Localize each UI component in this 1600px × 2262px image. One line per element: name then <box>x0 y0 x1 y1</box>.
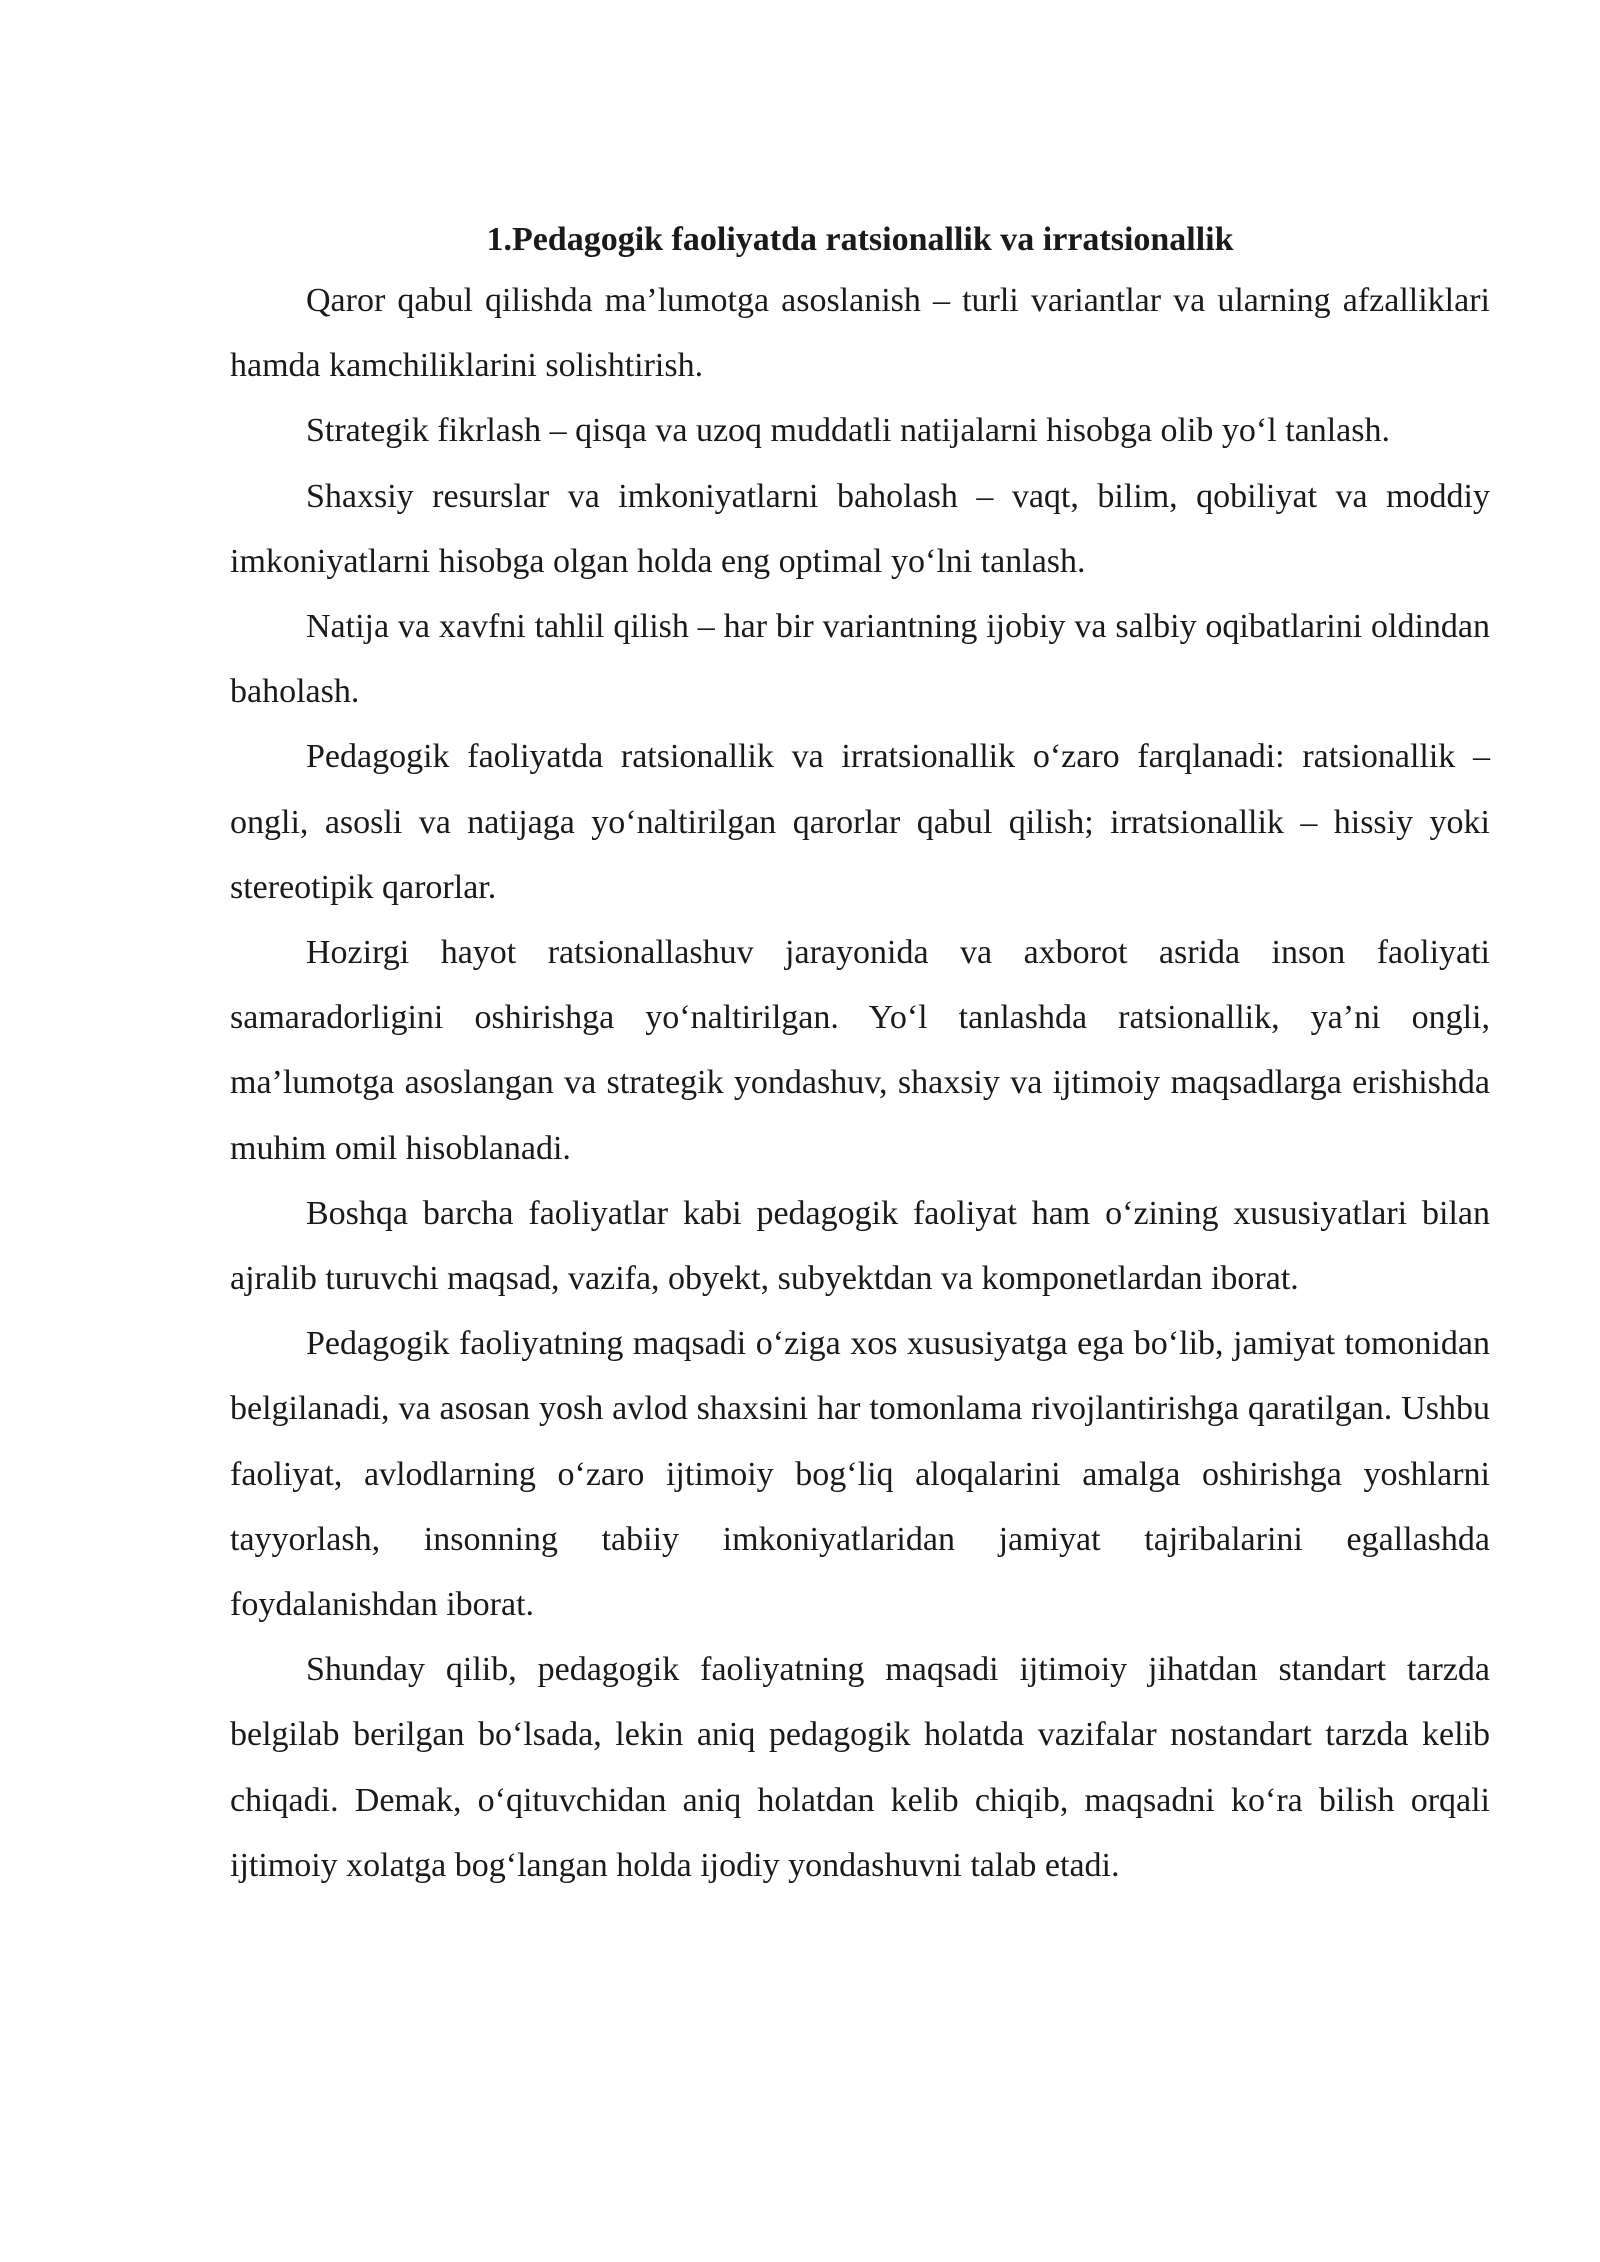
section-title: 1.Pedagogik faoliyatda ratsionallik va irratsionallik <box>486 221 1234 258</box>
paragraph: Shaxsiy resurslar va imkoniyatlarni baholash – vaqt, bilim, qobiliyat va moddiy imkoniyatlarni hisobga olgan holda eng optimal yo‘lni tanlash. <box>230 477 1490 580</box>
paragraph: Pedagogik faoliyatda ratsionallik va irratsionallik o‘zaro farqlanadi: ratsionallik – ongli, asosli va natijaga yo‘naltirilgan qarorlar qabul qilish; irratsionallik – hissiy yoki stereotipik qarorlar. <box>230 738 1490 906</box>
paragraph: Hozirgi hayot ratsionallashuv jarayonida va axborot asrida inson faoliyati samaradorligini oshirishga yo‘naltirilgan. Yo‘l tanlashda ratsionallik, ya’ni ongli, ma’lumotga asoslangan va strategik yondashuv, shaxsiy va ijtimoiy maqsadlarga erishishda muhim omil hisoblanadi. <box>230 934 1490 1167</box>
paragraph: Boshqa barcha faoliyatlar kabi pedagogik faoliyat ham o‘zining xususiyatlari bilan ajralib turuvchi maqsad, vazifa, obyekt, subyektdan va komponetlardan iborat. <box>230 1194 1490 1298</box>
paragraph: Pedagogik faoliyatning maqsadi o‘ziga xos xususiyatga ega bo‘lib, jamiyat tomonidan belgilanadi, va asosan yosh avlod shaxsini har tomonlama rivojlantirishga qaratilgan. Ushbu faoliyat, avlodlarning o‘zaro ijtimoiy bog‘liq aloqalarini amalga oshirishga yoshlarni tayyorlash, insonning tabiiy imkoniyatlaridan jamiyat tajribalarini egallashda foydalanishdan iborat. <box>230 1325 1490 1624</box>
document-body <box>230 212 1490 1898</box>
paragraph: Strategik fikrlash – qisqa va uzoq muddatli natijalarni hisobga olib yo‘l tanlash. <box>306 412 1390 450</box>
paragraph: Qaror qabul qilishda ma’lumotga asoslanish – turli variantlar va ularning afzalliklari hamda kamchiliklarini solishtirish. <box>230 282 1490 385</box>
paragraph: Natija va xavfni tahlil qilish – har bir variantning ijobiy va salbiy oqibatlarini oldindan baholash. <box>230 608 1490 711</box>
paragraph: Shunday qilib, pedagogik faoliyatning maqsadi ijtimoiy jihatdan standart tarzda belgilab berilgan bo‘lsada, lekin aniq pedagogik holatda vazifalar nostandart tarzda kelib chiqadi. Demak, o‘qituvchidan aniq holatdan kelib chiqib, maqsadni ko‘ra bilish orqali ijtimoiy xolatga bog‘langan holda ijodiy yondashuvni talab etadi. <box>230 1651 1490 1884</box>
